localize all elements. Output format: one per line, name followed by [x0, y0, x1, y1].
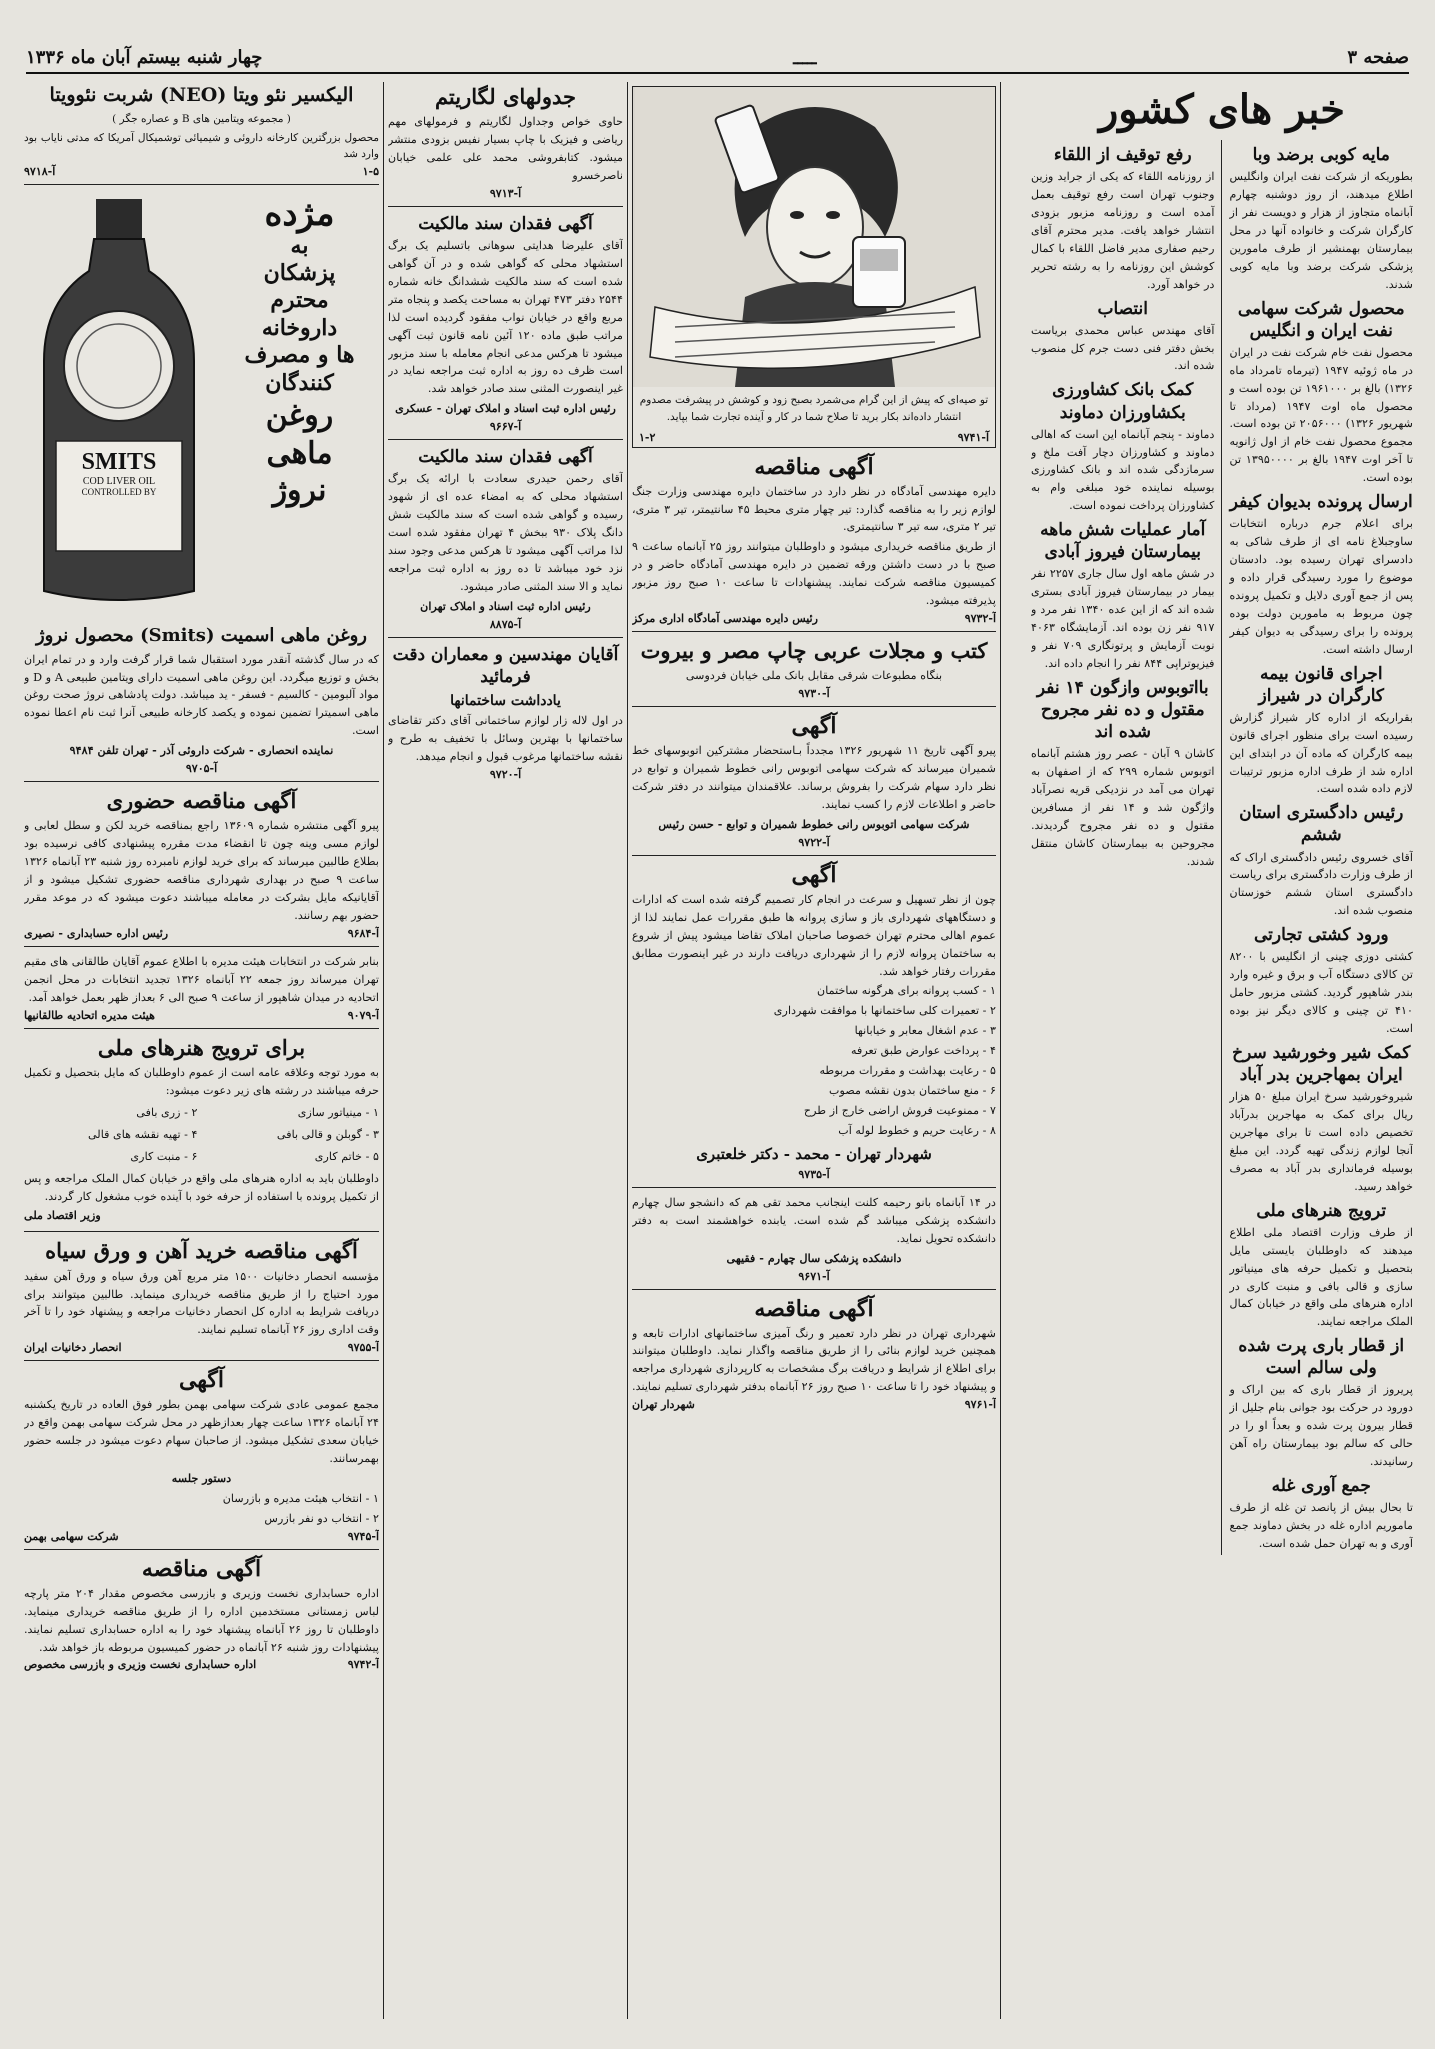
list-item: ۵ - خاتم کاری — [314, 1149, 379, 1163]
column-rule — [1000, 82, 1001, 2019]
ad-code: ۱-۲ — [639, 430, 656, 444]
ad-code: ۱-۵ — [362, 165, 379, 179]
neo-body: محصول بزرگترین کارخانه داروئی و شیمیائی توشمیکال آمریکا که مدتی نایاب بود وارد شد — [24, 131, 379, 161]
ad-headline: روغن — [265, 398, 334, 434]
list-item: ۲ - تعمیرات کلی ساختمانها با موافقت شهرداری — [773, 1004, 996, 1018]
ad-headline: کنندگان — [265, 369, 334, 396]
tender-body: از طریق مناقصه خریداری میشود و داوطلبان میتوانند روز ۲۵ آبانماه ساعت ۹ صبح با در دست داشتن ورقه تضمین در دایره مهندسی آمادگاه حاضر و در کمیسیون مناقصه شرکت نمایند. پیشنهادات تا ساعت ۱۰ صبح روز مزبور پذیرفته میشود. — [632, 540, 996, 608]
tender-title: آگهی مناقصه — [754, 1295, 874, 1322]
divider — [388, 439, 623, 440]
ad-code: آ-۹۷۴۱ — [957, 430, 989, 444]
ad-code: آ-۹۷۱۸ — [24, 165, 56, 179]
masthead — [26, 40, 1409, 74]
news-headline: محصول شرکت سهامی نفت ایران و انگلیس — [1237, 298, 1405, 341]
list-item: ۵ - رعایت بهداشت و مقررات مربوطه — [819, 1064, 996, 1078]
ad-code: آ-۹۷۳۰ — [798, 687, 830, 701]
news-headline: جمع آوری غله — [1271, 1476, 1371, 1497]
list-item: ۳ - گوبلن و قالی بافی — [276, 1127, 379, 1141]
divider — [24, 781, 379, 782]
news-body: آقای مهندس عباس محمدی بریاست بخش دفتر فنی دست جرم کل منصوب شده اند. — [1031, 323, 1215, 373]
news-body: در شش ماهه اول سال جاری ۲۲۵۷ نفر بیمار در بیمارستان فیروز آبادی بستری شده اند که از این عده ۱۳۴۰ نفر مرد و ۹۱۷ نفر زن بوده اند. آزمایشگاه ۴۰۶۳ نوبت آزمایش و پرتونگاری ۷۰۹ نفر و فیزیوتراپی ۸۴۴ نفر را انجام داده اند. — [1031, 567, 1215, 670]
illustrated-ad — [632, 86, 996, 448]
association-body: بنابر شرکت در انتخابات هیئت مدیره با اطلاع عموم آقایان طالقانی های مقیم تهران میرساند روز جمعه ۲۲ آبانماه ۱۳۲۶ تجدید انتخابات در محل انجمن اتحادیه در میدان شاهپور از ساعت ۹ صبح الی ۶ بعداز ظهر بعمل خواهد آمد. — [24, 954, 379, 1004]
ad-headline: ماهی — [266, 435, 333, 471]
tender-signature: شهردار تهران — [632, 1398, 695, 1412]
list-item: ۱ - انتخاب هیئت مدیره و بازرسان — [222, 1491, 379, 1505]
news-body: شیروخورشید سرخ ایران مبلغ ۵۰ هزار ریال برای کمک به مهاجرین بدرآباد تخصیص داده است تا برای مهاجرین آنجا لوازم زندگی تهیه گردد. این مبلغ بوسیله فرمانداری بدر آباد به مصرف خواهد رسید. — [1229, 1090, 1413, 1193]
ad-code: آ-۹۶۸۴ — [347, 926, 379, 940]
engineers-subtitle: یادداشت ساختمانها — [450, 692, 561, 709]
news-body: کاشان ۹ آبان - عصر روز هشتم آبانماه اتوبوس شماره ۲۹۹ که از اصفهان به تهران می آمد در نزدیکی قریه نصرآباد واژگون شد و ۱۴ نفر از مسافرین مقتول و ده نفر مجروح گردیدند. مجروحین به بیمارستان کاشان منتقل شدند. — [1031, 747, 1215, 868]
divider — [388, 637, 623, 638]
engineers-title: آقایان مهندسین و معماران دقت فرمائید — [392, 644, 619, 687]
list-item: ۴ - تهیه نقشه های قالی — [87, 1127, 198, 1141]
ad-code-row — [388, 768, 623, 781]
ad-code: آ-۸۸۷۵ — [489, 617, 522, 631]
books-title: کتب و مجلات عربی چاپ مصر و بیروت — [640, 638, 988, 664]
ad-code: آ-۹۷۳۵ — [798, 1167, 830, 1181]
tender-signature: رئیس اداره حسابداری - نصیری — [24, 926, 169, 940]
tender-signature: رئیس دایره مهندسی آمادگاه اداری مرکز — [632, 612, 818, 626]
agenda-title: دستور جلسه — [171, 1470, 232, 1485]
tender-body: اداره حسابداری نخست وزیری و بازرسی مخصوص مقدار ۲۰۴ متر پارچه لباس زمستانی مستخدمین اداره را از طریق مناقصه خریداری مینماید. داوطلبان تا روز ۲۶ آبانماه پیشنهاد خود را به اداره حسابداری تسلیم نمایند. پیشنهادات روز شنبه ۲۶ آبانماه در حضور کمیسیون مربوطه باز خواهد شد. — [24, 1586, 379, 1654]
mozhdeh-text-block — [220, 191, 379, 621]
news-body: از طرف وزارت اقتصاد ملی اطلاع میدهند که داوطلبان بایستی مایل بتحصیل و تکمیل حرفه های مینیاتور سازی و قالی بافی و منبت کاری در اداره هنرهای ملی واقع در خیابان کمال الملک مراجعه نمایند. — [1229, 1225, 1413, 1329]
tender-signature: انحصار دخانیات ایران — [24, 1341, 122, 1355]
news-body: دماوند - پنجم آبانماه این است که اهالی دماوند و کشاورزان دچار آفت ملخ و سرمازدگی شده اند و بانک کشاورزی بوسیله نماینده خود مبلغی وام به کشاورزان پرداخت نموده است. — [1031, 427, 1215, 513]
presence-tender-title: آگهی مناقصه حضوری — [106, 788, 297, 814]
bottle-product: COD LIVER OIL — [82, 476, 156, 488]
column-rule — [627, 82, 628, 2019]
ad-code-row — [24, 1341, 379, 1354]
ads-column-2 — [632, 80, 996, 2021]
ad-code-row — [24, 1530, 379, 1543]
news-headline: اجرای قانون بیمه کارگران در شیراز — [1258, 663, 1384, 706]
news-body: محصول نفت خام شرکت نفت در ایران در ماه ژوئیه ۱۹۴۷ (تیرماه تامرداد ماه ۱۳۲۶) بالغ بر ۱۹۶۱۰۰۰ تن بوده است و محصول ماه اوت ۱۹۴۷ (مرداد تا شهریور ۱۳۲۶) ۲۰۵۶۰۰۰ تن بوده است. مجموع محصول نفت خام از اول ژانویه تا آخر اوت ۱۹۴۷ بالغ بر ۱۳۹۵۰۰۰۰ تن بوده است. — [1229, 345, 1413, 485]
bahman-signature: شرکت سهامی بهمن — [24, 1529, 119, 1543]
lost-deed-title: آگهی فقدان سند مالکیت — [418, 447, 593, 468]
arts-signature: وزیر اقتصاد ملی — [24, 1208, 101, 1223]
lost-deed-signature: رئیس اداره ثبت اسناد و املاک تهران — [420, 598, 591, 613]
smits-ad — [24, 191, 379, 621]
tender-sign-row — [632, 1398, 996, 1411]
masthead-mark: ـــــ — [793, 49, 817, 68]
bottle-control: CONTROLLED BY — [81, 487, 157, 498]
ad-headline: ها و مصرف — [244, 342, 355, 369]
lost-notice-body: در ۱۴ آبانماه بانو رحیمه کلنت اینجانب محمد تقی هم که دانشجو سال چهارم دانشکده پزشکی میباشد گم شده است. یابنده خواهشمند است به دفتر دانشکده تحویل نماید. — [632, 1195, 996, 1245]
notice-signature: شرکت سهامی اتوبوس رانی خطوط شمیران و توابع - حسن رئیس — [658, 816, 970, 831]
smits-title: روغن ماهی اسمیت (Smits) محصول نروژ — [35, 625, 367, 647]
news-headline: آمار عملیات شش ماهه بیمارستان فیروز آبادی — [1040, 520, 1206, 563]
news-headline: انتصاب — [1097, 298, 1148, 319]
list-item: ۶ - منبت کاری — [130, 1149, 198, 1163]
news-headline: رئیس دادگستری استان ششم — [1239, 803, 1404, 846]
logtable-body: حاوی خواص وجداول لگاریتم و فرمولهای مهم ریاضی و فیزیک با چاپ بسیار نفیس بزودی منتشر میشود. کتابفروشی محمد علی علمی خیابان ناصرخسرو — [388, 115, 623, 183]
list-item: ۱ - کسب پروانه برای هرگونه ساختمان — [817, 984, 996, 998]
divider — [24, 1360, 379, 1361]
news-body: برای اعلام جرم درباره انتخابات ساوجبلاغ نامه ای از طرف شاکی به دادسرای تهران رسیده بود. دادستان موضوع را مورد رسیدگی قرار داده و پس از جمع آوری دلایل و تکمیل پرونده چون مربوط به مامورین دولت بوده پرونده را برای رسیدگی به دیوان کیفر ارسال داشته است. — [1229, 517, 1413, 656]
divider — [24, 1028, 379, 1029]
association-signature: هیئت مدیره اتحادیه طالقانیها — [24, 1008, 155, 1022]
tender-title: آگهی مناقصه — [754, 453, 874, 480]
news-subcol-left — [1031, 140, 1222, 1555]
news-headline: کمک شیر وخورشید سرخ ایران بمهاجرین بدر آباد — [1232, 1042, 1411, 1086]
ad-code-row — [24, 1009, 379, 1022]
ad-code-row — [388, 618, 623, 631]
neo-subtitle: ( مجموعه ویتامین های B و عصاره جگر ) — [112, 112, 291, 125]
list-item: ۲ - زری بافی — [136, 1105, 198, 1119]
news-headline: کمک بانک کشاورزی بکشاورزان دماوند — [1052, 380, 1194, 423]
divider — [24, 1549, 379, 1550]
ad-code: آ-۹۰۷۹ — [347, 1008, 379, 1022]
divider — [24, 184, 379, 185]
bottle-label — [56, 449, 182, 497]
bottle-icon — [24, 191, 214, 611]
ad-code: آ-۹۶۷۱ — [798, 1269, 830, 1283]
ad-code: آ-۹۷۶۱ — [964, 1398, 996, 1412]
ad-code-row — [24, 927, 379, 940]
column-rule — [383, 82, 384, 2019]
logtable-title: جدولهای لگاریتم — [434, 84, 577, 109]
ad-code-row — [632, 1270, 996, 1283]
list-item: ۲ - انتخاب دو نفر بازرس — [264, 1511, 379, 1525]
engineers-body: در اول لاله زار لوازم ساختمانی آقای دکتر تقاضای ساختمانها با بهترین وسائل با تخفیف به طرح و نقشه ساختمانها مرغوب قبول و انجام میدهد. — [388, 714, 623, 763]
ad-code-row — [632, 687, 996, 700]
arts-body: به مورد توجه وعلاقه عامه است از عموم داوطلبان که مایل بتحصیل و تکمیل حرفه میباشند در رشته های زیر دعوت میشود: — [24, 1065, 379, 1097]
smits-signature: نماینده انحصاری - شرکت داروئی آذر - تهران تلفن ۹۴۸۴ — [69, 743, 334, 758]
section-title: خبر های کشور — [1098, 86, 1345, 133]
ad-code: آ-۹۶۶۷ — [489, 420, 522, 434]
ads-column-4 — [24, 80, 379, 2021]
news-body: پریروز از قطار باری که بین اراک و دورود در حرکت بود جوانی بنام جلیل از قطار بیرون پرت شده و بعداً او را در حالی که سالم بود بیمارستان راه آهن رسانیدند. — [1229, 1383, 1413, 1469]
news-body: آقای خسروی رئیس دادگستری اراک که از طرف وزارت دادگستری برای ریاست دادگستری استان ششم خوزستان منصوب شده اند. — [1229, 850, 1413, 918]
books-body: بنگاه مطبوعات شرقی مقابل بانک ملی خیابان فردوسی — [685, 669, 943, 683]
news-subcol-right — [1230, 140, 1414, 1555]
ad-code-row — [24, 762, 379, 775]
divider — [24, 1231, 379, 1232]
neo-title: الیکسیر نئو ویتا (NEO) شربت نئوویتا — [49, 84, 354, 106]
news-column — [1031, 80, 1413, 2021]
list-item: ۷ - ممنوعیت فروش اراضی خارج از طرح — [803, 1103, 996, 1117]
presence-tender-body: پیرو آگهی منتشره شماره ۱۳۶۰۹ راجع بمناقصه خرید لکن و سطل لعابی و لوازم مسی وینه چون تا انقضاء مدت مقرره پیشنهادی کافی نرسیده بود بطلاع طالبین میرساند که برای خرید لوازم نامبرده روز شنبه ۲۳ آبانماه ۱۳۲۶ ساعت ۹ صبح در بهداری شهرداری مناقصه حضوری تشکیل میشود و از آقایانیکه مایل بشرکت در معامله میباشند دعوت میشود که در موعد مقرر حضور بهم رسانند. — [24, 819, 379, 923]
notice-title: آگهی — [791, 713, 837, 740]
notice-body: پیرو آگهی تاریخ ۱۱ شهریور ۱۳۲۶ مجدداً بـاستحضار مشترکین اتوبوسهای خط شمیران میرساند که شرکت سهامی اتوبوس رانی خطوط شمیران و توابع در نظر دارد سهام شرکت را بفروش برساند. علاقمندان میتوانند در دفتر شرکت حاضر و اطلاعات لازم را کسب نمایند. — [632, 744, 996, 811]
ad-code-row — [388, 187, 623, 200]
iron-tender-title: آگهی مناقصه خرید آهن و ورق سیاه — [45, 1238, 358, 1264]
news-headline: ارسال پرونده بدیوان کیفر — [1229, 492, 1413, 513]
news-headline: مایه کوبی برضد وبا — [1252, 145, 1390, 165]
news-body: بطوریکه از شرکت نفت ایران وانگلیس اطلاع میدهند، از روز دوشنبه چهارم آبانماه متجاوز از هزار و دویست نفر از کارگران شرکت و خانواده آنها در محل بیمارستان بهمنشیر از طرف مامورین پزشکی شرکت برضد وبا مایه کوبی شدند. — [1229, 170, 1413, 291]
divider — [24, 946, 379, 947]
ad-code-row — [388, 420, 623, 433]
notice-body: چون از نظر تسهیل و سرعت در انجام کار تصمیم گرفته شده است که ادارات و دستگاههای شهرداری باز و سازی پروانه ها طبق مقررات عمل نمایند لذا از عموم اهالی محترم تهران خصوصا صاحبان املاک تقاضا میشود پیش از شروع به ساختمان پروانه لازم را از شهرداری دریافت دارند در غیر اینصورت مطابق مقررات رفتار خواهد شد. — [632, 892, 996, 978]
bahman-title: آگهی — [178, 1367, 225, 1394]
list-item: ۴ - پرداخت عوارض طبق تعرفه — [851, 1044, 996, 1058]
ad-code: آ-۹۷۲۰ — [489, 767, 522, 781]
notice-title: آگهی — [791, 861, 837, 888]
issue-date: چهار شنبه بیستم آبان ماه ۱۳۳۶ — [26, 47, 263, 68]
list-item: ۳ - عدم اشغال معابر و خیابانها — [854, 1024, 996, 1038]
lost-deed-body: آقای رحمن حیدری سعادت با ارائه یک برگ استشهاد محلی که به امضاء عده ای از شهود رسیده و گواهی شده است که سند مالکیت شش دانگ پلاک ۹۳۰ ببخش ۴ تهران مفقود شده است لذا مراتب آگهی میشود تا هرکس مدعی وجود سند نزد خود میباشد تا ده روز به اداره ثبت مراجعه نماید و الا سند المثنی صادر میشود. — [388, 472, 623, 593]
ad-caption: تو صیه‌ای که پیش از این گرام می‌شمرد بصبح زود و کوشش در پیشرفت مصدوم انتشار داده‌اند بکار برید تا صلاح شما در کار و آینده تجارت شما بپاید. — [639, 394, 989, 423]
lost-notice-signature: دانشکده پزشکی سال چهارم - فقیهی — [726, 1250, 902, 1265]
divider — [632, 1187, 996, 1188]
divider — [632, 631, 996, 632]
divider — [388, 206, 623, 207]
ad-code: آ-۹۷۳۲ — [964, 612, 996, 626]
divider — [632, 855, 996, 856]
news-body: از روزنامه اللقاء که یکی از جراید وزین وجنوب تهران است رفع توقیف بعمل آمده است و روزنامه مزبور بزودی انتشار خواهد یافت. مدیر محترم آقای رحیم صفاری مدیر فاضل اللقاء با کمال کوشش این روزنامه را به رشته تحریر در خواهد آورد. — [1031, 170, 1215, 291]
ad-headline: محترم — [270, 287, 329, 314]
smits-body: که در سال گذشته آنقدر مورد استقبال شما قرار گرفت وارد و در تمام ایران بخش و توزیع میگردد. این روغن ماهی اسمیت دارای ویتامین طبیعی A و D و مواد آلبومین - کالسیم - فسفر - ید میباشد. دولت پادشاهی نروژ صحت روغن ماهی اسمیترا تضمین نموده و یکصد کارخانه طبیعی آنرا ثبت نام اعطا نموده است. — [24, 652, 379, 738]
news-headline: از قطار باری پرت شده ولی سالم است — [1238, 1336, 1405, 1379]
ad-code: آ-۹۷۰۵ — [185, 762, 218, 776]
ad-headline: پزشکان — [263, 259, 336, 286]
ad-headline: مژده — [264, 194, 335, 235]
tender-body: دایره مهندسی آمادگاه در نظر دارد در ساختمان دایره مهندسی وزارت جنگ لوازم زیر را به مناقصه گذارد: تیر چهار متری محیط ۴۵ سانتیمتر، تیر ۳ متری، تیر ۲ متری، سه تیر ۳ سانتیمتری. — [632, 484, 996, 534]
news-headline: رفع توقیف از اللقاء — [1053, 145, 1192, 165]
tender-signature: اداره حسابداری نخست وزیری و بازرسی مخصوص — [24, 1658, 257, 1672]
ad-code: آ-۹۷۱۳ — [489, 186, 522, 200]
list-item: ۸ - رعایت حریم و خطوط لوله آب — [838, 1123, 996, 1137]
arts-title: برای ترویج هنرهای ملی — [97, 1034, 306, 1060]
lost-deed-body: آقای علیرضا هدایتی سوهانی باتسلیم یک برگ استشهاد محلی که گواهی شده و در آن گواهی شده است که سند مالکیت ششدانگ خانه شماره ۲۵۴۴ دفتر ۴۷۳ تهران به مساحت یکصد و پنجاه متر مربع واقع در خیابان نواب مفقود گردیده است لذا مراتب طبق ماده ۱۲۰ آئین نامه قانون ثبت آگهی میشود تا هرکس مدعی انجام معامله با سند مزبور است ظرف ده روز به اداره ثبت مراجعه نماید در غیر اینصورت المثنی سند صادر خواهد شد. — [388, 239, 623, 396]
news-headline: بااتوبوس وازگون ۱۴ نفر مقتول و ده نفر مجروح شده اند — [1036, 677, 1209, 743]
ad-code-row — [24, 1658, 379, 1671]
ad-code: آ-۹۷۴۵ — [347, 1529, 379, 1543]
ad-code: آ-۹۷۵۵ — [347, 1341, 379, 1355]
notice-signature: شهردار تهران - محمد - دکتر خلعتبری — [696, 1144, 932, 1163]
woman-portrait-icon — [635, 87, 995, 387]
lost-deed-signature: رئیس اداره ثبت اسناد و املاک تهران - عسکری — [395, 401, 616, 416]
news-headline: ورود کشتی تجارتی — [1253, 925, 1389, 946]
list-item: ۱ - مینیاتور سازی — [297, 1105, 379, 1119]
news-body: بقراریکه از اداره کار شیراز گزارش رسیده است برای منظور اجرای قانون بیمه کارگران که ماده آن در ابتدای این اداره شد از طرف اداره مزبور ترتیبات لازم داده شده است. — [1229, 710, 1413, 796]
ad-code-row — [633, 431, 995, 444]
lost-deed-title: آگهی فقدان سند مالکیت — [418, 213, 593, 234]
ad-code: آ-۹۷۲۲ — [798, 835, 830, 849]
bahman-body: مجمع عمومی عادی شرکت سهامی بهمن بطور فوق العاده در تاریخ یکشنبه ۲۴ آبانماه ۱۳۲۶ ساعت چهار بعدازظهر در محل شرکت سهامی بهمن واقع در خیابان سعدی تشکیل میشود. از صاحبان سهام دعوت میشود در جلسه حضور بهمرسانند. — [24, 1398, 379, 1466]
divider — [632, 1289, 996, 1290]
ad-code-row — [632, 836, 996, 849]
divider — [632, 706, 996, 707]
news-headline: ترویج هنرهای ملی — [1256, 1200, 1387, 1221]
ad-code-row — [632, 1168, 996, 1181]
arts-body: داوطلبان باید به اداره هنرهای ملی واقع در خیابان کمال الملک مراجعه و پس از تکمیل پرونده با استفاده از حرفه خود با آینده خوب مشغول کار گردند. — [24, 1171, 379, 1203]
ad-code: آ-۹۷۴۲ — [347, 1658, 379, 1672]
list-item: ۶ - منع ساختمان بدون نقشه مصوب — [829, 1084, 996, 1098]
ad-headline: به — [290, 233, 309, 260]
ad-code-row — [24, 165, 379, 178]
bottle-illustration — [24, 191, 214, 621]
page-number: صفحه ۳ — [1347, 47, 1409, 68]
tender-sign-row — [632, 612, 996, 625]
ad-headline: داروخانه — [261, 314, 338, 341]
bottle-brand: SMITS — [81, 449, 157, 476]
ad-headline: نروژ — [272, 473, 327, 509]
news-body: کشتی دوزی چینی از انگلیس با ۸۲۰۰ تن کالای دستگاه آب و برق و غیره وارد بندر شاهپور گردید. کشتی مزبور حامل ۴۱۰ تن چینی و کالای دیگر نیز بوده است. — [1229, 950, 1413, 1036]
news-body: تا بحال بیش از پانصد تن غله از طرف ماموریم اداره غله در بخش دماوند جمع آوری و به تهران حمل شده است. — [1229, 1501, 1413, 1551]
iron-tender-body: مؤسسه انحصار دخانیات ۱۵۰۰ متر مربع آهن ورق سیاه و ورق آهن سفید مورد احتیاج را از طریق مناقصه خریداری مینماید. طالبین میتوانند برای دریافت شرایط به اداره کل انحصار دخانیات مراجعه و پیشنهاد خود را تا آخر وقت اداری روز ۲۶ آبانماه تسلیم نمایند. — [24, 1269, 379, 1337]
ads-column-3 — [388, 80, 623, 2021]
tender-title: آگهی مناقصه — [141, 1555, 262, 1582]
arts-list — [24, 1102, 379, 1168]
tender-body: شهرداری تهران در نظر دارد تعمیر و رنگ آمیزی ساختمانهای ادارات تابعه و همچنین خرید لوازم بنائی را از طریق مناقصه واگذار نماید. داوطلبان میتوانند برای اطلاع از شرایط و دریافت برگ مشخصات به کارپردازی شهرداری مراجعه و پیشنهاد خود را تا ساعت ۱۰ صبح روز ۲۶ آبانماه بدفتر شهرداری تسلیم نمایند. — [632, 1326, 996, 1394]
ad-illustration — [633, 87, 995, 387]
